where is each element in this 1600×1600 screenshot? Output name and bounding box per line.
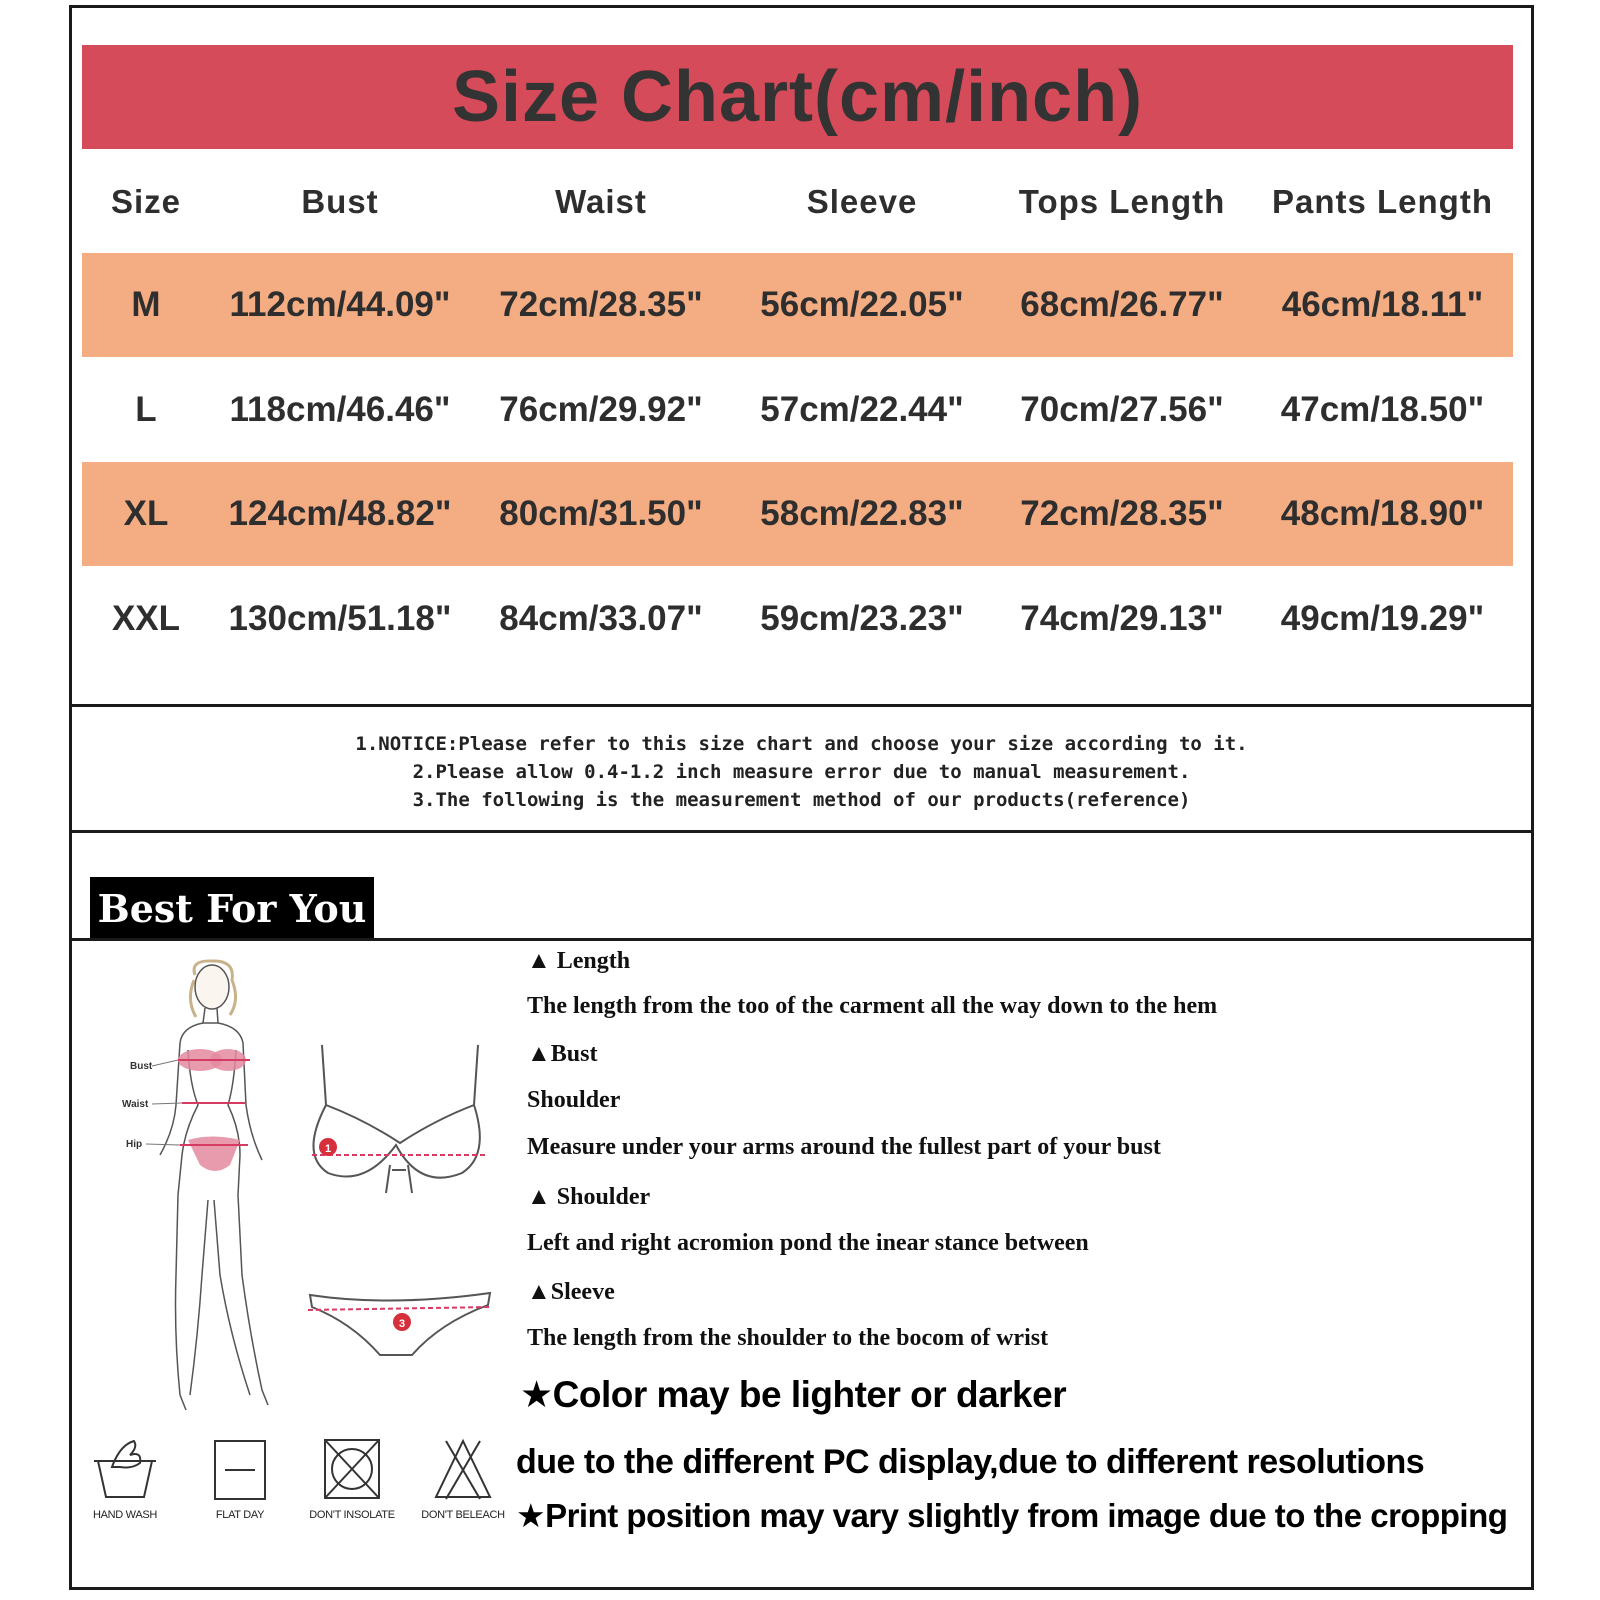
sleeve-desc: The length from the shoulder to the bocom of wrist [527,1325,1049,1351]
cell-sleeve: 59cm/23.23" [760,599,964,638]
header-bust: Bust [301,183,379,220]
page-title: Size Chart(cm/inch) [451,57,1144,137]
sleeve-title: ▲Sleeve [527,1279,615,1305]
header-size: Size [110,183,182,220]
cell-pants-length: 47cm/18.50" [1280,390,1485,429]
notice-block [69,730,1534,814]
print-note: ★Print position may vary slightly from image due to the cropping [516,1497,1508,1534]
color-note-line-2: due to the different PC display,due to different resolutions [516,1443,1425,1481]
section-underline [72,938,1532,941]
care-item-dont-insolate [302,1437,402,1521]
cell-waist: 84cm/33.07" [499,599,703,638]
cell-sleeve: 56cm/22.05" [760,285,964,324]
marker-3-label: 3 [398,1318,406,1330]
table-row [82,462,1513,566]
notice-line-3: 3.The following is the measurement method of our products(reference) [412,789,1191,811]
care-label: FLAT DAY [215,1509,265,1521]
cell-pants-length: 49cm/19.29" [1280,599,1485,638]
header-pants-length: Pants Length [1271,183,1493,220]
cell-waist: 76cm/29.92" [499,390,703,429]
shoulder-desc: Left and right acromion pond the inear stance between [527,1230,1089,1256]
best-for-you-label: Best For You [97,886,367,931]
notice-line-1: 1.NOTICE:Please refer to this size chart and choose your size according to it. [355,733,1248,755]
care-label: DON'T INSOLATE [309,1509,395,1521]
bust-title: ▲Bust [527,1041,598,1067]
cell-tops-length: 70cm/27.56" [1020,390,1224,429]
do-not-bleach-icon [428,1437,498,1503]
figure-label-bust: Bust [130,1061,153,1072]
title-banner [82,45,1513,149]
best-for-you-tab [90,877,374,940]
cell-size: XL [123,494,169,533]
table-row [82,567,1513,671]
care-item-flat-dry [190,1437,290,1521]
cell-waist: 72cm/28.35" [499,285,703,324]
care-item-hand-wash [75,1437,175,1521]
length-desc: The length from the too of the carment all the way down to the hem [527,993,1218,1019]
notice-line-2: 2.Please allow 0.4-1.2 inch measure error due to manual measurement. [412,761,1191,783]
bra-diagram-icon [312,1045,488,1193]
table-row [82,253,1513,357]
cell-bust: 124cm/48.82" [228,494,452,533]
woman-figure-icon [160,961,268,1410]
cell-tops-length: 68cm/26.77" [1020,285,1224,324]
header-sleeve: Sleeve [806,183,918,220]
marker-1-label: 1 [324,1143,332,1155]
divider [69,704,1534,707]
hand-wash-icon [90,1437,160,1503]
table-row [82,358,1513,462]
cell-pants-length: 46cm/18.11" [1281,285,1484,324]
bust-desc: Measure under your arms around the fullest part of your bust [527,1134,1161,1160]
do-not-tumble-dry-icon [317,1437,387,1503]
care-label: HAND WASH [92,1509,158,1521]
cell-pants-length: 48cm/18.90" [1280,494,1485,533]
care-item-dont-bleach [413,1437,513,1521]
shoulder-title: ▲ Shoulder [527,1184,651,1210]
bust-subtitle: Shoulder [527,1087,621,1113]
cell-size: M [131,285,161,324]
cell-bust: 112cm/44.09" [229,285,451,324]
table-header [82,150,1513,254]
care-label: DON'T BELEACH [421,1509,505,1521]
length-title: ▲ Length [527,948,631,974]
cell-tops-length: 72cm/28.35" [1020,494,1224,533]
cell-waist: 80cm/31.50" [499,494,703,533]
flat-dry-icon [205,1437,275,1503]
cell-sleeve: 58cm/22.83" [760,494,964,533]
cell-bust: 130cm/51.18" [228,599,452,638]
bikini-figure-icon [178,1049,250,1171]
color-note-line-1: ★Color may be lighter or darker [520,1374,1067,1415]
figure-label-hip: Hip [126,1139,143,1150]
cell-size: XXL [111,599,181,638]
measurement-illustration [90,955,510,1420]
cell-size: L [135,390,157,429]
cell-bust: 118cm/46.46" [229,390,451,429]
header-waist: Waist [555,183,647,220]
cell-tops-length: 74cm/29.13" [1020,599,1224,638]
header-tops-length: Tops Length [1018,183,1226,220]
figure-label-waist: Waist [122,1099,149,1110]
divider [69,830,1534,833]
cell-sleeve: 57cm/22.44" [760,390,964,429]
